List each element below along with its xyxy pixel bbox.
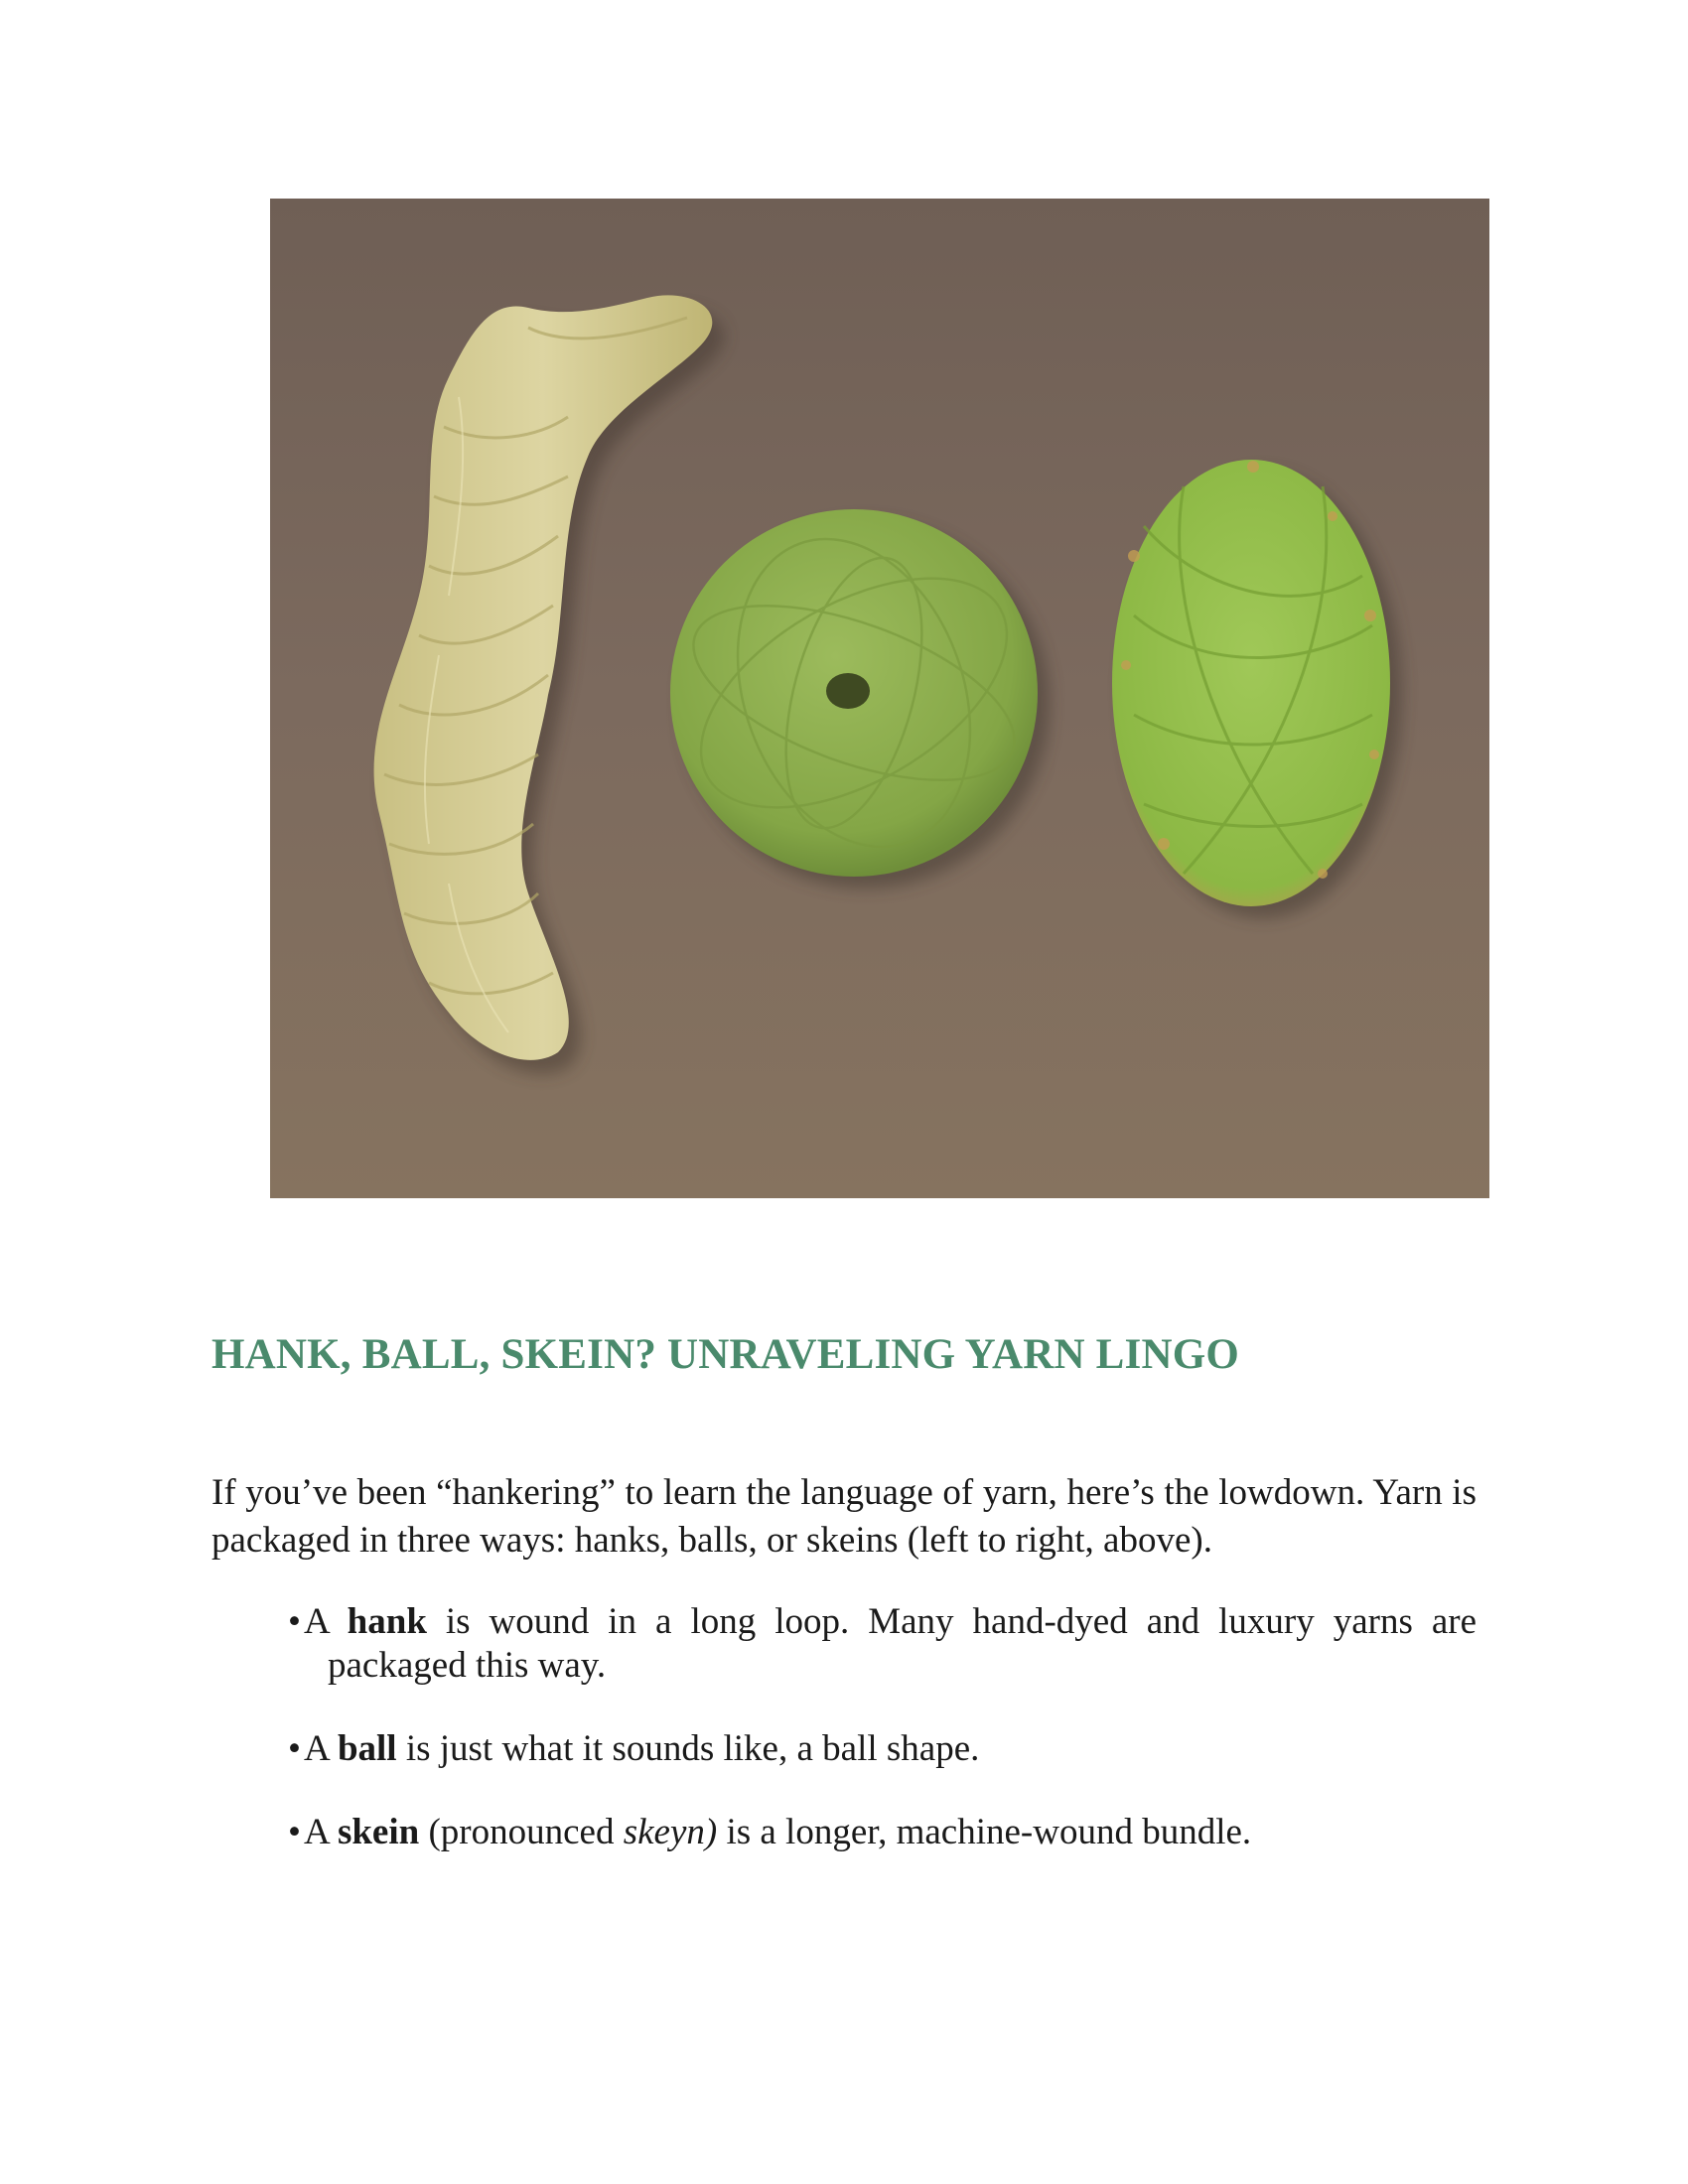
- article-heading: HANK, BALL, SKEIN? UNRAVELING YARN LINGO: [211, 1331, 1240, 1378]
- skein-mid: (pronounced: [419, 1812, 624, 1852]
- ball-term: ball: [337, 1728, 397, 1769]
- intro-paragraph: If you’ve been “hankering” to learn the language of yarn, here’s the lowdown. Yarn is packaged in three ways: hanks, balls, or skeins (left to right, above).: [211, 1472, 1477, 1561]
- skein-prefix: A: [304, 1812, 338, 1852]
- hank-description: is wound in a long loop. Many hand-dyed and luxury yarns are packaged this way.: [328, 1601, 1477, 1686]
- ball-prefix: A: [304, 1728, 338, 1769]
- list-item-ball: [288, 1727, 1477, 1771]
- list-item-skein: [288, 1811, 1477, 1854]
- skein-description: is a longer, machine-wound bundle.: [717, 1812, 1252, 1852]
- bullet-marker: •: [288, 1601, 301, 1642]
- hank-prefix: A: [304, 1601, 348, 1642]
- hank-term: hank: [347, 1601, 427, 1642]
- list-item-hank: [288, 1600, 1477, 1688]
- skein-term: skein: [337, 1812, 420, 1852]
- yarn-types-list: [288, 1600, 1477, 1894]
- bullet-marker: •: [288, 1812, 301, 1852]
- yarn-photo: [270, 199, 1489, 1198]
- bullet-marker: •: [288, 1728, 301, 1769]
- ball-description: is just what it sounds like, a ball shape.: [396, 1728, 980, 1769]
- skein-pronunciation: skeyn): [623, 1812, 718, 1852]
